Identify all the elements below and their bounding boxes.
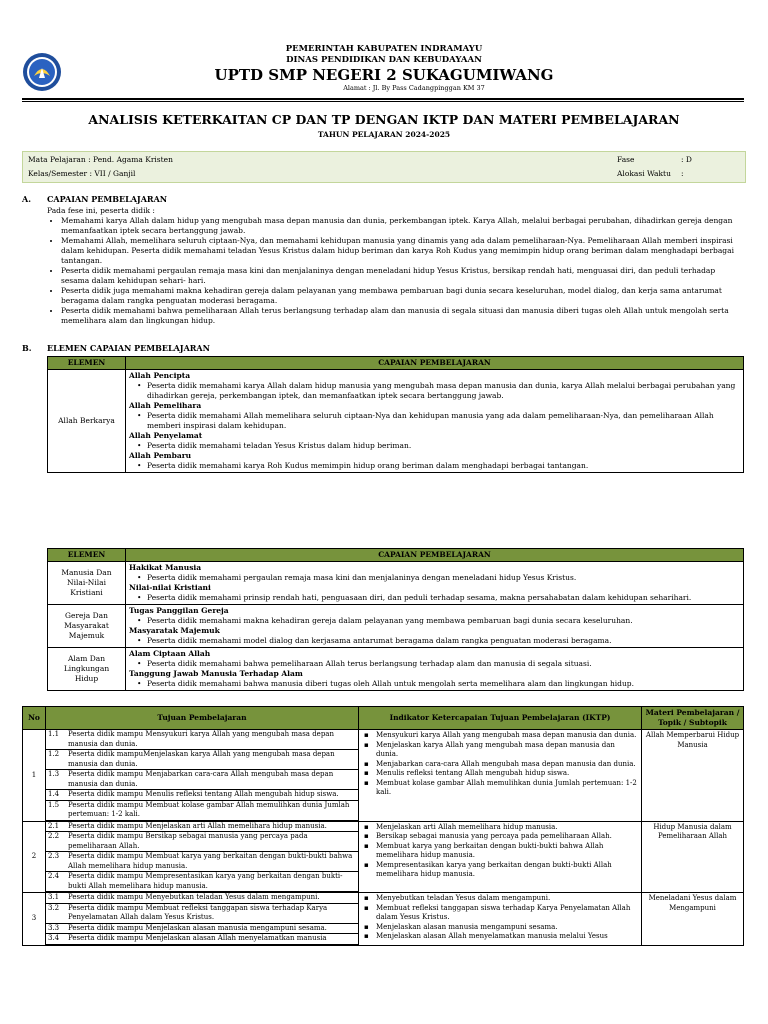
tp-item-text: Peserta didik mampu Membuat kolase gambar Allah memulihkan dunia Jumlah pertemuan: 1-2 kali.	[66, 800, 358, 820]
capaian-subheading: Hakikat Manusia	[129, 563, 202, 572]
capaian-subheading: Allah Pencipta	[129, 371, 191, 380]
col-capaian: CAPAIAN PEMBELAJARAN	[126, 549, 744, 562]
section-a-body	[47, 206, 744, 326]
letterhead-rule	[22, 98, 744, 100]
tp-item-number: 1.2	[46, 750, 66, 770]
capaian-item: • Peserta didik memahami Allah memelihara seluruh ciptaan-Nya dan kehidupan manusia yang ada dalam pemeliharaan-Nya, dan pemeliharaan Allah memberi inspirasi dalam kehidupan.	[129, 411, 740, 431]
capaian-cell	[126, 562, 744, 605]
capaian-subheading: Masyaratak Majemuk	[129, 626, 220, 635]
tp-iktp-table	[22, 706, 744, 946]
capaian-cell	[126, 648, 744, 691]
capaian-cell	[126, 605, 744, 648]
tp-item	[46, 822, 358, 832]
tp-item	[46, 934, 358, 945]
tp-item-number: 3.3	[46, 923, 66, 934]
tp-item-number: 2.2	[46, 832, 66, 852]
elemen-row	[48, 370, 744, 473]
section-b-title: ELEMEN CAPAIAN PEMBELAJARAN	[47, 343, 210, 353]
capaian-item: • Peserta didik memahami prinsip rendah hati, penguasaan diri, dan peduli terhadap sesama, makna persahabatan dalam kehidupan seharihari.	[129, 593, 740, 603]
tp-item-number: 1.4	[46, 790, 66, 801]
tp-item	[46, 923, 358, 934]
tp-item-text: Peserta didik mampu Mensyukuri karya Allah yang mengubah masa depan manusia dan dunia.	[66, 730, 358, 750]
col-materi: Materi Pembelajaran / Topik / Subtopik	[642, 707, 744, 730]
tp-item-number: 3.4	[46, 934, 66, 945]
elemen-row	[48, 648, 744, 691]
tp-row	[23, 893, 744, 946]
tp-item-text: Peserta didik mampu Bersikap sebagai manusia yang percaya pada pemeliharaan Allah.	[66, 832, 358, 852]
tp-list	[46, 822, 358, 893]
section-a-intro: Pada fese ini, peserta didik :	[47, 206, 155, 215]
cp-item: • Peserta didik juga memahami makna kehadiran gereja dalam pelayanan yang membawa pembaruan bagi dunia secara keseluruhan, model dialog, dan kerja sama antarumat beragama dalam rangka penguatan moderasi beragama.	[61, 286, 744, 306]
iktp-cell	[359, 821, 642, 893]
tp-item	[46, 770, 358, 790]
col-capaian: CAPAIAN PEMBELAJARAN	[126, 357, 744, 370]
cp-item: • Peserta didik memahami bahwa pemeliharaan Allah terus berlangsung terhadap alam dan manusia di segala situasi dan manusia diberi tugas oleh Allah untuk mengolah serta memelihara alam dan lingkungan hidup.	[61, 306, 744, 326]
capaian-item: • Peserta didik memahami karya Allah dalam hidup manusia yang mengubah masa depan manusia dan dunia, karya Allah melalui berbagai perubahan yang dihadirkan gereja, perkembangan iptek, dan memanfaatkan iptek secara bertanggung jawab.	[129, 381, 740, 401]
tp-row	[23, 730, 744, 822]
iktp-item: ▪ Mempresentasikan karya yang berkaitan dengan bukti-bukti Allah memelihara hidup manusia.	[362, 861, 638, 880]
elemen-table-2	[47, 548, 744, 691]
tp-item-text: Peserta didik mampu Menjabarkan cara-cara Allah mengubah masa depan manusia dan dunia.	[66, 770, 358, 790]
school-address: Alamat : Jl. By Pass Cadangpinggan KM 37	[343, 84, 485, 92]
capaian-subheading: Allah Pemelihara	[129, 401, 202, 410]
cp-item: • Peserta didik memahami pergaulan remaja masa kini dan menjalaninya dengan meneladani hidup Yesus Kristus, bersikap rendah hati, menguasai diri, dan peduli terhadap sesama dalam kehidupan sehari- hari.	[61, 266, 744, 286]
capaian-subheading: Tugas Panggilan Gereja	[129, 606, 229, 615]
tp-item	[46, 800, 358, 820]
iktp-item: ▪ Bersikap sebagai manusia yang percaya pada pemeliharaan Allah.	[362, 832, 638, 842]
tp-item-text: Peserta didik mampu Menjelaskan alasan manusia mengampuni sesama.	[66, 923, 358, 934]
section-a-title: CAPAIAN PEMBELAJARAN	[47, 194, 168, 204]
tp-item-number: 1.3	[46, 770, 66, 790]
tp-item-text: Peserta didik mampu Mempresentasikan karya yang berkaitan dengan bukti-bukti Allah memelihara hidup manusia.	[66, 872, 358, 892]
section-b-heading: B. ELEMEN CAPAIAN PEMBELAJARAN	[22, 343, 210, 353]
alokasi-label: Alokasi Waktu	[617, 169, 671, 178]
dept-line: DINAS PENDIDIKAN DAN KEBUDAYAAN	[286, 55, 482, 65]
elemen-name: Alam Dan Lingkungan Hidup	[48, 648, 126, 691]
iktp-item: ▪ Membuat refleksi tanggapan siswa terhadap Karya Penyelamatan Allah dalam Yesus Kristus.	[362, 904, 638, 923]
capaian-item: • Peserta didik memahami model dialog dan kerjasama antarumat beragama dalam rangka penguatan moderasi beragama.	[129, 636, 740, 646]
tp-item	[46, 893, 358, 903]
alokasi-value: :	[681, 169, 684, 178]
tp-item-text: Peserta didik mampu Menyebutkan teladan Yesus dalam mengampuni.	[66, 893, 358, 903]
tp-item-number: 3.1	[46, 893, 66, 903]
tp-item-number: 1.5	[46, 800, 66, 820]
tp-no: 1	[23, 730, 46, 822]
materi-cell: Meneladani Yesus dalam Mengampuni	[642, 893, 744, 946]
iktp-item: ▪ Menjelaskan alasan Allah menyelamatkan manusia melalui Yesus	[362, 932, 638, 942]
tp-no: 3	[23, 893, 46, 946]
tp-row	[23, 821, 744, 893]
tp-item-number: 2.3	[46, 852, 66, 872]
capaian-subheading: Tanggung Jawab Manusia Terhadap Alam	[129, 669, 303, 678]
iktp-item: ▪ Menjelaskan karya Allah yang mengubah masa depan manusia dan dunia.	[362, 741, 638, 760]
iktp-item: ▪ Menjelaskan arti Allah memelihara hidup manusia.	[362, 823, 638, 833]
tp-item	[46, 872, 358, 892]
tp-item-number: 2.4	[46, 872, 66, 892]
elemen-row	[48, 562, 744, 605]
capaian-subheading: Alam Ciptaan Allah	[129, 649, 211, 658]
tp-item	[46, 750, 358, 770]
iktp-cell	[359, 893, 642, 946]
iktp-item: ▪ Menyebutkan teladan Yesus dalam mengampuni.	[362, 894, 638, 904]
elemen-table-1	[47, 356, 744, 473]
tp-item-number: 2.1	[46, 822, 66, 832]
capaian-item: • Peserta didik memahami pergaulan remaja masa kini dan menjalaninya dengan meneladani hidup Yesus Kristus.	[129, 573, 740, 583]
tp-cell	[46, 730, 359, 822]
tp-list	[46, 893, 358, 945]
tp-item-text: Peserta didik mampuMenjelaskan karya Allah yang mengubah masa depan manusia dan dunia.	[66, 750, 358, 770]
elemen-name: Gereja Dan Masyarakat Majemuk	[48, 605, 126, 648]
capaian-item: • Peserta didik memahami teladan Yesus Kristus dalam hidup beriman.	[129, 441, 740, 451]
col-elemen: ELEMEN	[48, 357, 126, 370]
section-a-heading: A. CAPAIAN PEMBELAJARAN	[22, 194, 168, 204]
col-elemen: ELEMEN	[48, 549, 126, 562]
cp-item: • Memahami karya Allah dalam hidup yang mengubah masa depan manusia dan dunia, perkembangan iptek. Karya Allah, melalui berbagai perubahan, dihadirkan gereja dengan memanfaatkan iptek secara bertanggung jawab.	[61, 216, 744, 236]
fase-value: : D	[681, 155, 692, 164]
tp-item-text: Peserta didik mampu Menulis refleksi tentang Allah mengubah hidup siswa.	[66, 790, 358, 801]
school-name: UPTD SMP NEGERI 2 SUKAGUMIWANG	[214, 66, 554, 84]
letterhead-rule-thin	[22, 101, 744, 102]
tp-item	[46, 903, 358, 923]
capaian-item: • Peserta didik memahami bahwa manusia diberi tugas oleh Allah untuk mengolah serta memelihara alam dan lingkungan hidup.	[129, 679, 740, 689]
mapel-text: Mata Pelajaran : Pend. Agama Kristen	[28, 155, 173, 164]
tp-item	[46, 730, 358, 750]
capaian-subheading: Allah Penyelamat	[129, 431, 203, 440]
iktp-item: ▪ Membuat karya yang berkaitan dengan bukti-bukti bahwa Allah memelihara hidup manusia.	[362, 842, 638, 861]
capaian-item: • Peserta didik memahami karya Roh Kudus memimpin hidup orang beriman dalam menghadapi berbagai tantangan.	[129, 461, 740, 471]
elemen-name: Manusia Dan Nilai-Nilai Kristiani	[48, 562, 126, 605]
letterhead	[0, 44, 768, 93]
capaian-item: • Peserta didik memahami bahwa pemeliharaan Allah terus berlangsung terhadap alam dan manusia di segala situasi.	[129, 659, 740, 669]
elemen-name: Allah Berkarya	[48, 370, 126, 473]
tp-item	[46, 790, 358, 801]
iktp-item: ▪ Menulis refleksi tentang Allah mengubah hidup siswa.	[362, 769, 638, 779]
col-no: No	[23, 707, 46, 730]
col-tp: Tujuan Pembelajaran	[46, 707, 359, 730]
tp-item-number: 3.2	[46, 903, 66, 923]
iktp-item: ▪ Mensyukuri karya Allah yang mengubah masa depan manusia dan dunia.	[362, 731, 638, 741]
tp-no: 2	[23, 821, 46, 893]
tp-cell	[46, 821, 359, 893]
iktp-item: ▪ Menjabarkan cara-cara Allah mengubah masa depan manusia dan dunia.	[362, 760, 638, 770]
doc-subtitle: TAHUN PELAJARAN 2024-2025	[317, 130, 451, 139]
elemen-row	[48, 605, 744, 648]
kelas-text: Kelas/Semester : VII / Ganjil	[28, 169, 136, 178]
col-iktp: Indikator Ketercapaian Tujuan Pembelajaran (IKTP)	[359, 707, 642, 730]
iktp-item: ▪ Menjelaskan alasan manusia mengampuni sesama.	[362, 923, 638, 933]
tp-cell	[46, 893, 359, 946]
iktp-item: ▪ Membuat kolase gambar Allah memulihkan dunia Jumlah pertemuan: 1-2 kali.	[362, 779, 638, 798]
subject-info-box	[22, 151, 746, 183]
materi-cell: Allah Memperbarui Hidup Manusia	[642, 730, 744, 822]
capaian-subheading: Allah Pembaru	[129, 451, 192, 460]
cp-list	[47, 216, 744, 326]
tp-item-text: Peserta didik mampu Menjelaskan alasan Allah menyelamatkan manusia	[66, 934, 358, 945]
materi-cell: Hidup Manusia dalam Pemeliharaan Allah	[642, 821, 744, 893]
tp-item-number: 1.1	[46, 730, 66, 750]
capaian-subheading: Nilai-nilai Kristiani	[129, 583, 211, 592]
tp-list	[46, 730, 358, 821]
capaian-item: • Peserta didik memahami makna kehadiran gereja dalam pelayanan yang membawa pembaruan bagi dunia secara keseluruhan.	[129, 616, 740, 626]
tp-item-text: Peserta didik mampu Menjelaskan arti Allah memelihara hidup manusia.	[66, 822, 358, 832]
tp-item	[46, 852, 358, 872]
gov-line: PEMERINTAH KABUPATEN INDRAMAYU	[285, 44, 483, 54]
tp-item-text: Peserta didik mampu Membuat karya yang berkaitan dengan bukti-bukti bahwa Allah memelihara hidup manusia.	[66, 852, 358, 872]
capaian-cell	[126, 370, 744, 473]
iktp-cell	[359, 730, 642, 822]
cp-item: • Memahami Allah, memelihara seluruh ciptaan-Nya, dan memahami kehidupan manusia yang dinamis yang ada dalam pemeliharaan-Nya. Pemeliharaan Allah memberi inspirasi dalam kehidupan. Peserta didik memahami teladan Yesus Kristus dalam hidup beriman dan karya Roh Kudus yang memimpin hidup orang beriman dalam menghadapi berbagai tantangan.	[61, 236, 744, 266]
fase-label: Fase	[617, 155, 635, 164]
doc-title: ANALISIS KETERKAITAN CP DAN TP DENGAN IKTP DAN MATERI PEMBELAJARAN	[88, 112, 680, 127]
tp-item-text: Peserta didik mampu Membuat refleksi tanggapan siswa terhadap Karya Penyelamatan Allah dalam Yesus Kristus.	[66, 903, 358, 923]
tp-item	[46, 832, 358, 852]
